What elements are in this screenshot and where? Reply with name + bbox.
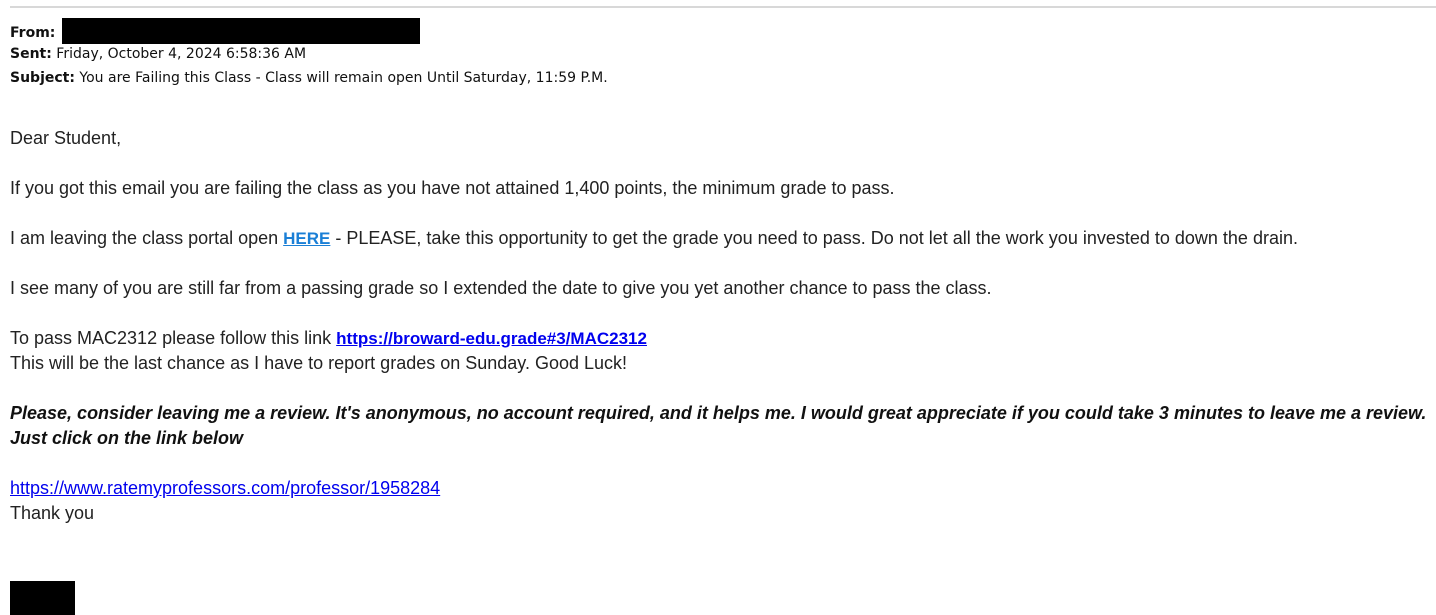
email-body	[10, 126, 1430, 526]
grade-link[interactable]: https://broward-edu.grade#3/MAC2312	[336, 329, 647, 348]
email-header	[10, 18, 608, 90]
review-link[interactable]: https://www.ratemyprofessors.com/professor/1958284	[10, 478, 441, 498]
link-intro-text: To pass MAC2312 please follow this link	[10, 328, 337, 348]
review-link-line	[10, 476, 1430, 501]
redacted-sender	[62, 18, 420, 44]
subject-label: Subject:	[10, 70, 75, 86]
closing: Thank you	[10, 503, 95, 523]
here-link[interactable]: HERE	[283, 229, 331, 248]
paragraph-extension: I see many of you are still far from a passing grade so I extended the date to give you yet another chance to pass the class.	[10, 278, 992, 298]
redacted-signature	[10, 581, 75, 615]
paragraph-portal-text-2: - PLEASE, take this opportunity to get the grade you need to pass. Do not let all the work you invested to down the drain.	[330, 228, 1298, 248]
paragraph-last-chance: This will be the last chance as I have to report grades on Sunday. Good Luck!	[10, 353, 628, 373]
paragraph-link-intro	[10, 326, 1430, 351]
subject-value: You are Failing this Class - Class will remain open Until Saturday, 11:59 P.M.	[79, 70, 608, 86]
header-divider	[10, 6, 1436, 8]
review-request: Please, consider leaving me a review. It's anonymous, no account required, and it helps me. I would great appreciate if you could take 3 minutes to leave me a review. Just click on the link below	[10, 403, 1427, 448]
from-row	[10, 18, 608, 42]
sent-row	[10, 42, 608, 66]
subject-row	[10, 66, 608, 90]
paragraph-failing: If you got this email you are failing the class as you have not attained 1,400 points, the minimum grade to pass.	[10, 178, 895, 198]
paragraph-portal	[10, 226, 1430, 251]
sent-label: Sent:	[10, 46, 52, 62]
paragraph-portal-text: I am leaving the class portal open	[10, 228, 284, 248]
greeting: Dear Student,	[10, 128, 122, 148]
sent-value: Friday, October 4, 2024 6:58:36 AM	[56, 46, 307, 62]
from-label: From:	[10, 25, 56, 41]
